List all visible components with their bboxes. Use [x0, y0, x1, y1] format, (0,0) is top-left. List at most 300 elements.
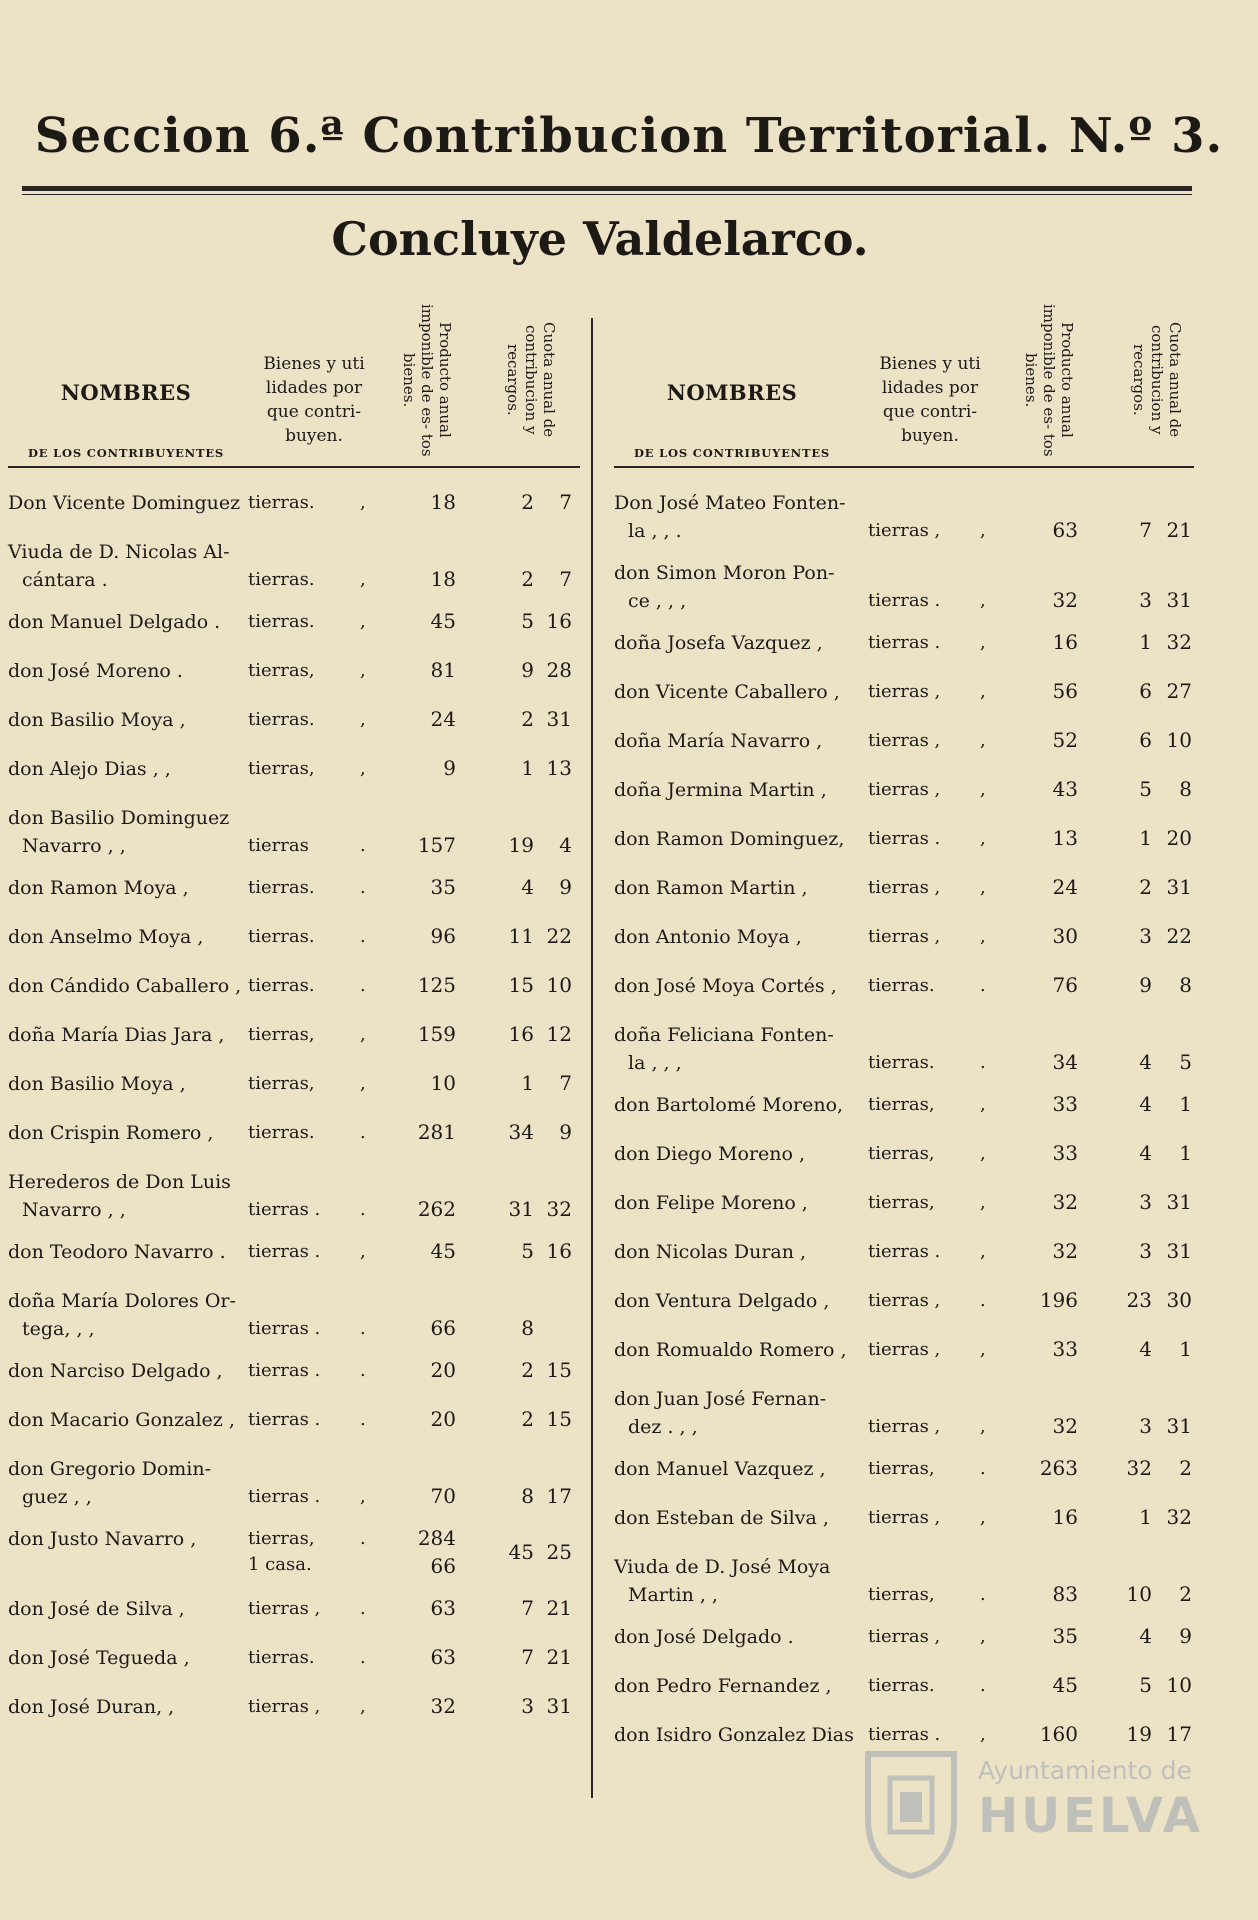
table-row	[8, 973, 580, 1022]
ditto-mark: .	[360, 1528, 366, 1549]
table-row	[614, 1624, 1194, 1673]
ditto-mark: ,	[980, 877, 986, 898]
contributor-name: don Manuel Vazquez ,	[614, 1458, 826, 1480]
ditto-mark: ,	[360, 1073, 366, 1094]
ditto-mark: .	[360, 1409, 366, 1430]
bienes-cell: tierras,	[248, 1528, 315, 1549]
bienes-cell: tierras ,	[868, 877, 941, 898]
ditto-mark: .	[360, 877, 366, 898]
producto-value: 45	[430, 609, 456, 633]
cuota-reales: 5	[1139, 777, 1152, 801]
cuota-maravedis: 31	[546, 1694, 572, 1718]
ditto-mark: .	[360, 835, 366, 856]
contributor-name: Don José Mateo Fonten-	[614, 492, 846, 514]
table-row	[614, 728, 1194, 777]
producto-value: 196	[1039, 1288, 1078, 1312]
producto-value: 66	[430, 1554, 456, 1578]
cuota-maravedis: 31	[1166, 875, 1192, 899]
ditto-mark: ,	[980, 1626, 986, 1647]
bienes-cell: tierras.	[248, 1122, 315, 1143]
cuota-reales: 3	[1139, 924, 1152, 948]
cuota-maravedis: 1	[1179, 1337, 1192, 1361]
contributor-name: Don Vicente Dominguez	[8, 492, 241, 514]
table-row	[614, 1141, 1194, 1190]
cuota-reales: 9	[1139, 973, 1152, 997]
contributor-name: Navarro , ,	[22, 835, 126, 857]
cuota-maravedis: 21	[546, 1645, 572, 1669]
cuota-maravedis: 10	[1166, 728, 1192, 752]
contributor-name: don Manuel Delgado .	[8, 611, 221, 633]
contributor-name: don Nicolas Duran ,	[614, 1241, 807, 1263]
cuota-reales: 2	[521, 1407, 534, 1431]
cuota-reales: 3	[1139, 1239, 1152, 1263]
table-row	[8, 609, 580, 658]
producto-value: 32	[1052, 1190, 1078, 1214]
ditto-mark: .	[980, 1290, 986, 1311]
contributor-name: don Teodoro Navarro .	[8, 1241, 226, 1263]
cuota-reales: 2	[521, 707, 534, 731]
ditto-mark: ,	[980, 1339, 986, 1360]
ditto-mark: .	[980, 1584, 986, 1605]
ditto-mark: .	[360, 1598, 366, 1619]
ditto-mark: ,	[980, 1241, 986, 1262]
bienes-cell: tierras,	[248, 1073, 315, 1094]
cuota-maravedis: 22	[546, 924, 572, 948]
ditto-mark: ,	[980, 730, 986, 751]
table-row	[8, 875, 580, 924]
bienes-cell: tierras .	[248, 1486, 321, 1507]
ditto-mark: .	[360, 1647, 366, 1668]
shield-icon	[860, 1748, 962, 1880]
bienes-cell: tierras .	[248, 1241, 321, 1262]
cuota-reales: 6	[1139, 728, 1152, 752]
contributor-name: doña María Dolores Or-	[8, 1290, 236, 1312]
contributor-name: la , , ,	[628, 1052, 682, 1074]
ditto-mark: ,	[980, 828, 986, 849]
ditto-mark: ,	[980, 632, 986, 653]
bienes-cell: tierras ,	[868, 1626, 941, 1647]
cuota-maravedis: 15	[546, 1407, 572, 1431]
contributor-name: don Isidro Gonzalez Dias	[614, 1724, 854, 1746]
ditto-mark: ,	[980, 681, 986, 702]
table-row	[8, 805, 580, 875]
ditto-mark: ,	[360, 1024, 366, 1045]
table-row	[614, 1288, 1194, 1337]
contributor-name: Herederos de Don Luis	[8, 1171, 231, 1193]
contributor-name: ce , , ,	[628, 590, 687, 612]
cuota-maravedis: 2	[1179, 1456, 1192, 1480]
cuota-maravedis: 32	[1166, 1505, 1192, 1529]
producto-value: 81	[430, 658, 456, 682]
ditto-mark: .	[980, 1675, 986, 1696]
ditto-mark: ,	[980, 779, 986, 800]
header-rule-thin	[22, 194, 1192, 195]
cuota-maravedis: 30	[1166, 1288, 1192, 1312]
contributor-name: don José Moya Cortés ,	[614, 975, 837, 997]
producto-value: 35	[1052, 1624, 1078, 1648]
producto-value: 16	[1052, 1505, 1078, 1529]
table-row	[614, 1554, 1194, 1624]
ditto-mark: .	[360, 1122, 366, 1143]
cuota-reales: 16	[508, 1022, 534, 1046]
producto-value: 157	[417, 833, 456, 857]
ditto-mark: ,	[980, 1724, 986, 1745]
contributor-name: don José de Silva ,	[8, 1598, 185, 1620]
huelva-watermark	[860, 1748, 1203, 1898]
cuota-reales: 8	[521, 1484, 534, 1508]
producto-value: 262	[417, 1197, 456, 1221]
cuota-maravedis: 31	[546, 707, 572, 731]
table-row	[8, 1169, 580, 1239]
cuota-maravedis: 1	[1179, 1092, 1192, 1116]
cuota-reales: 19	[508, 833, 534, 857]
contributor-name: don Anselmo Moya ,	[8, 926, 204, 948]
ditto-mark: .	[360, 1318, 366, 1339]
bienes-cell: tierras .	[248, 1199, 321, 1220]
producto-value: 16	[1052, 630, 1078, 654]
producto-value: 284	[417, 1526, 456, 1550]
cuota-reales: 2	[521, 490, 534, 514]
bienes-cell: tierras.	[248, 926, 315, 947]
cuota-reales: 34	[508, 1120, 534, 1144]
contributor-name: doña Feliciana Fonten-	[614, 1024, 834, 1046]
bienes-cell: tierras.	[248, 611, 315, 632]
ditto-mark: ,	[360, 569, 366, 590]
cuota-maravedis: 8	[1179, 973, 1192, 997]
producto-value: 66	[430, 1316, 456, 1340]
producto-value: 263	[1039, 1456, 1078, 1480]
contributor-name: don Ramon Martin ,	[614, 877, 808, 899]
cuota-maravedis: 7	[559, 1071, 572, 1095]
cuota-reales: 4	[1139, 1050, 1152, 1074]
contributor-name: don Alejo Dias , ,	[8, 758, 171, 780]
left-table-header	[8, 290, 580, 468]
cuota-reales: 1	[1139, 630, 1152, 654]
contributor-name: doña Josefa Vazquez ,	[614, 632, 823, 654]
cuota-maravedis: 10	[1166, 1673, 1192, 1697]
cuota-reales: 5	[1139, 1673, 1152, 1697]
ditto-mark: ,	[360, 1486, 366, 1507]
ditto-mark: ,	[980, 1507, 986, 1528]
producto-value: 125	[417, 973, 456, 997]
cuota-maravedis: 31	[1166, 1239, 1192, 1263]
cuota-maravedis: 10	[546, 973, 572, 997]
ditto-mark: .	[980, 1458, 986, 1479]
cuota-reales: 15	[508, 973, 534, 997]
cuota-reales: 32	[1126, 1456, 1152, 1480]
table-row	[614, 777, 1194, 826]
contributor-name: don Ramon Dominguez,	[614, 828, 845, 850]
cuota-maravedis: 20	[1166, 826, 1192, 850]
table-row	[8, 707, 580, 756]
cuota-maravedis: 31	[1166, 1190, 1192, 1214]
table-row	[8, 1407, 580, 1456]
bienes-cell: tierras	[248, 835, 309, 856]
contributor-name: Navarro , ,	[22, 1199, 126, 1221]
contributor-name: don Felipe Moreno ,	[614, 1192, 808, 1214]
bienes-cell: tierras ,	[868, 1339, 941, 1360]
table-row	[614, 1456, 1194, 1505]
contributor-name: Viuda de D. Nicolas Al-	[8, 541, 230, 563]
contributor-name: don Juan José Fernan-	[614, 1388, 827, 1410]
cuota-maravedis: 16	[546, 609, 572, 633]
cuota-maravedis: 32	[546, 1197, 572, 1221]
cuota-reales: 45	[508, 1540, 534, 1564]
cuota-reales: 4	[1139, 1092, 1152, 1116]
header-bienes: Bienes y uti lidades por que contri- buyen.	[263, 354, 365, 446]
bienes-cell: tierras.	[248, 975, 315, 996]
watermark-line2: HUELVA	[978, 1788, 1203, 1844]
cuota-maravedis: 22	[1166, 924, 1192, 948]
cuota-reales: 6	[1139, 679, 1152, 703]
bienes-cell: tierras .	[868, 632, 941, 653]
ditto-mark: ,	[360, 660, 366, 681]
contributor-name: don Ventura Delgado ,	[614, 1290, 830, 1312]
right-table-header	[614, 290, 1194, 468]
producto-value: 34	[1052, 1050, 1078, 1074]
producto-value: 32	[430, 1694, 456, 1718]
table-row	[8, 1288, 580, 1358]
producto-value: 18	[430, 490, 456, 514]
table-row	[8, 756, 580, 805]
cuota-reales: 4	[521, 875, 534, 899]
bienes-cell: tierras.	[868, 1675, 935, 1696]
producto-value: 24	[1052, 875, 1078, 899]
bienes-cell: tierras .	[248, 1409, 321, 1430]
cuota-reales: 4	[1139, 1337, 1152, 1361]
contributor-name: doña Jermina Martin ,	[614, 779, 827, 801]
table-row	[614, 1505, 1194, 1554]
table-row	[8, 1022, 580, 1071]
bienes-cell: tierras ,	[868, 1290, 941, 1311]
contributor-name: don Diego Moreno ,	[614, 1143, 806, 1165]
cuota-maravedis: 12	[546, 1022, 572, 1046]
cuota-maravedis: 16	[546, 1239, 572, 1263]
cuota-maravedis: 21	[546, 1596, 572, 1620]
ditto-mark: ,	[360, 709, 366, 730]
cuota-maravedis: 7	[559, 567, 572, 591]
bienes-cell: tierras ,	[868, 926, 941, 947]
ditto-mark: .	[360, 926, 366, 947]
cuota-maravedis: 15	[546, 1358, 572, 1382]
producto-value: 10	[430, 1071, 456, 1095]
table-row	[8, 539, 580, 609]
producto-value: 43	[1052, 777, 1078, 801]
bienes-cell: tierras .	[868, 1724, 941, 1745]
table-row	[614, 1190, 1194, 1239]
cuota-maravedis: 1	[1179, 1141, 1192, 1165]
producto-value: 281	[417, 1120, 456, 1144]
header-rule	[8, 466, 580, 468]
producto-value: 13	[1052, 826, 1078, 850]
bienes-cell: tierras.	[868, 1052, 935, 1073]
bienes-cell: tierras,	[868, 1192, 935, 1213]
cuota-maravedis: 9	[1179, 1624, 1192, 1648]
left-table	[8, 290, 580, 1718]
table-row	[614, 973, 1194, 1022]
table-row	[8, 1456, 580, 1526]
contributor-name: don Basilio Moya ,	[8, 709, 186, 731]
header-names-sub: DE LOS CONTRIBUYENTES	[28, 446, 224, 460]
cuota-reales: 1	[1139, 826, 1152, 850]
bienes-cell: tierras .	[868, 828, 941, 849]
ditto-mark: ,	[360, 611, 366, 632]
table-row	[614, 560, 1194, 630]
bienes-cell: tierras ,	[868, 1416, 941, 1437]
contributor-name: don Basilio Moya ,	[8, 1073, 186, 1095]
bienes-cell: tierras ,	[868, 681, 941, 702]
contributor-name: don Antonio Moya ,	[614, 926, 802, 948]
producto-value: 30	[1052, 924, 1078, 948]
cuota-reales: 1	[521, 756, 534, 780]
section-title: Seccion 6.ª Contribucion Territorial. N.º 3.	[34, 108, 1224, 164]
bienes-cell: tierras,	[868, 1458, 935, 1479]
cuota-reales: 19	[1126, 1722, 1152, 1746]
ditto-mark: .	[980, 975, 986, 996]
ditto-mark: .	[360, 1360, 366, 1381]
column-divider	[591, 318, 593, 1798]
contributor-name: don Crispin Romero ,	[8, 1122, 214, 1144]
producto-value: 33	[1052, 1092, 1078, 1116]
contributor-name: don José Tegueda ,	[8, 1647, 190, 1669]
table-row	[614, 630, 1194, 679]
producto-value: 18	[430, 567, 456, 591]
cuota-maravedis: 27	[1166, 679, 1192, 703]
header-names-sub: DE LOS CONTRIBUYENTES	[634, 446, 830, 460]
bienes-cell: tierras.	[248, 709, 315, 730]
header-cuota: Cuota anual de contribucion y recargos.	[504, 322, 558, 438]
cuota-reales: 7	[521, 1596, 534, 1620]
contributor-name: don Romualdo Romero ,	[614, 1339, 847, 1361]
table-row	[8, 490, 580, 539]
header-producto: Producto anual imponible de es- tos bienes.	[400, 303, 454, 457]
table-row	[614, 1386, 1194, 1456]
bienes-cell: tierras.	[248, 492, 315, 513]
cuota-reales: 10	[1126, 1582, 1152, 1606]
cuota-reales: 4	[1139, 1624, 1152, 1648]
producto-value: 33	[1052, 1337, 1078, 1361]
ditto-mark: ,	[360, 1696, 366, 1717]
producto-value: 33	[1052, 1141, 1078, 1165]
producto-value: 20	[430, 1407, 456, 1431]
bienes-cell: tierras.	[248, 877, 315, 898]
contributor-name: tega, , ,	[22, 1318, 95, 1340]
header-rule	[614, 466, 1194, 468]
cuota-maravedis: 28	[546, 658, 572, 682]
contributor-name: don Narciso Delgado ,	[8, 1360, 223, 1382]
producto-value: 24	[430, 707, 456, 731]
cuota-reales: 3	[521, 1694, 534, 1718]
producto-value: 160	[1039, 1722, 1078, 1746]
contributor-name: la , , .	[628, 520, 682, 542]
header-bienes: Bienes y uti lidades por que contri- buyen.	[879, 354, 981, 446]
cuota-reales: 3	[1139, 1190, 1152, 1214]
cuota-maravedis: 8	[1179, 777, 1192, 801]
cuota-reales: 23	[1126, 1288, 1152, 1312]
producto-value: 63	[430, 1596, 456, 1620]
cuota-reales: 9	[521, 658, 534, 682]
cuota-maravedis: 13	[546, 756, 572, 780]
table-row	[8, 1645, 580, 1694]
contributor-name: don Vicente Caballero ,	[614, 681, 840, 703]
producto-value: 9	[443, 756, 456, 780]
cuota-reales: 2	[521, 1358, 534, 1382]
contributor-name: doña María Dias Jara ,	[8, 1024, 225, 1046]
bienes-cell: tierras ,	[868, 730, 941, 751]
ditto-mark: .	[360, 975, 366, 996]
contributor-name: guez , ,	[22, 1486, 92, 1508]
contributor-name: don José Duran, ,	[8, 1696, 175, 1718]
ditto-mark: ,	[360, 1241, 366, 1262]
bienes-cell: tierras ,	[868, 520, 941, 541]
ditto-mark: ,	[980, 1416, 986, 1437]
cuota-maravedis: 31	[1166, 588, 1192, 612]
table-row	[8, 658, 580, 707]
producto-value: 83	[1052, 1582, 1078, 1606]
ditto-mark: ,	[980, 1094, 986, 1115]
ditto-mark: ,	[360, 492, 366, 513]
page-subtitle: Concluye Valdelarco.	[331, 212, 869, 266]
contributor-name: don Ramon Moya ,	[8, 877, 189, 899]
contributor-name: don José Delgado .	[614, 1626, 794, 1648]
bienes-cell: tierras .	[868, 590, 941, 611]
cuota-maravedis: 7	[559, 490, 572, 514]
producto-value: 63	[1052, 518, 1078, 542]
bienes-cell: tierras,	[248, 758, 315, 779]
bienes-cell: tierras ,	[868, 1507, 941, 1528]
bienes-cell: tierras,	[868, 1094, 935, 1115]
header-rule-thick	[22, 186, 1192, 191]
cuota-maravedis: 21	[1166, 518, 1192, 542]
contributor-name: don Pedro Fernandez ,	[614, 1675, 832, 1697]
bienes-cell: tierras.	[868, 975, 935, 996]
cuota-maravedis: 9	[559, 1120, 572, 1144]
contributor-name: don Cándido Caballero ,	[8, 975, 242, 997]
cuota-reales: 2	[521, 567, 534, 591]
cuota-reales: 1	[1139, 1505, 1152, 1529]
cuota-maravedis: 2	[1179, 1582, 1192, 1606]
table-row	[8, 1596, 580, 1645]
table-row	[614, 1673, 1194, 1722]
contributor-name: Viuda de D. José Moya	[614, 1556, 831, 1578]
bienes-cell: tierras .	[248, 1318, 321, 1339]
table-row	[614, 490, 1194, 560]
cuota-reales: 7	[521, 1645, 534, 1669]
header-names: NOMBRES	[666, 380, 798, 405]
producto-value: 63	[430, 1645, 456, 1669]
ditto-mark: ,	[980, 1143, 986, 1164]
right-table	[614, 290, 1194, 1746]
watermark-line1: Ayuntamiento de	[978, 1756, 1192, 1785]
producto-value: 159	[417, 1022, 456, 1046]
cuota-reales: 1	[521, 1071, 534, 1095]
bienes-cell: tierras,	[248, 660, 315, 681]
cuota-reales: 11	[508, 924, 534, 948]
contributor-name: don Basilio Dominguez	[8, 807, 230, 829]
cuota-reales: 4	[1139, 1141, 1152, 1165]
table-row	[8, 1694, 580, 1743]
contributor-name: cántara .	[22, 569, 108, 591]
table-row	[614, 826, 1194, 875]
table-row	[614, 875, 1194, 924]
bienes-cell: tierras.	[248, 569, 315, 590]
table-row	[614, 679, 1194, 728]
contributor-name: don José Moreno .	[8, 660, 183, 682]
cuota-maravedis: 5	[1179, 1050, 1192, 1074]
producto-value: 32	[1052, 588, 1078, 612]
cuota-reales: 3	[1139, 588, 1152, 612]
producto-value: 76	[1052, 973, 1078, 997]
